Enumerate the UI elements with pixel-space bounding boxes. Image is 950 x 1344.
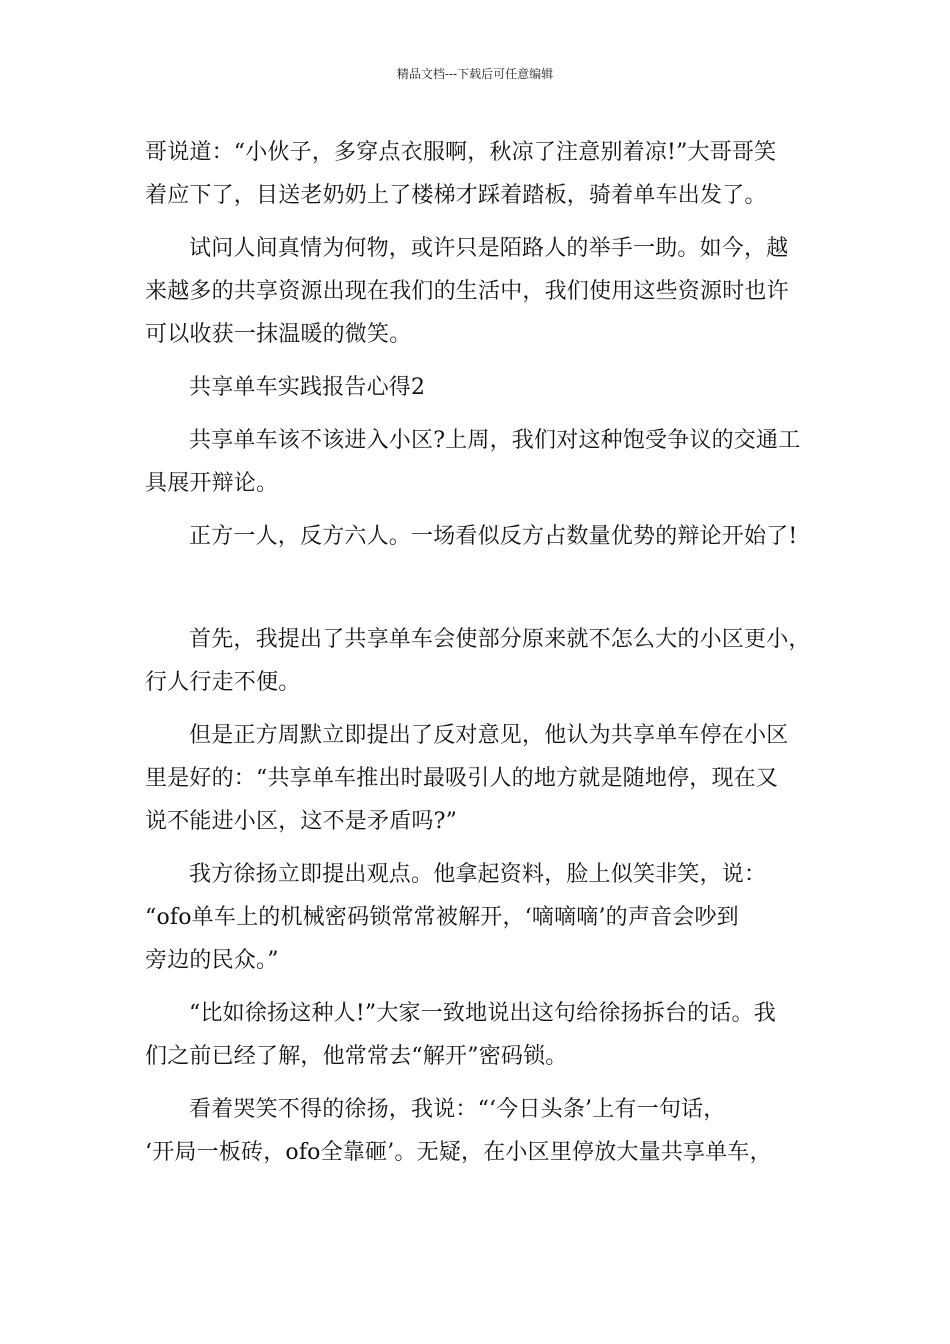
text-line: 正方一人，反方六人。一场看似反方占数量优势的辩论开始了! [189, 524, 798, 549]
text-line: 哥说道：“小伙子，多穿点衣服啊，秋凉了注意别着凉!”大哥哥笑 [145, 140, 777, 165]
paragraph [145, 714, 825, 843]
paragraph [145, 515, 825, 558]
paragraph [145, 131, 825, 217]
text-line: 来越多的共享资源出现在我们的生活中，我们使用这些资源时也许 [145, 279, 789, 304]
text-line: 试问人间真情为何物，或许只是陌路人的举手一助。如今，越 [189, 236, 789, 261]
text-line: 但是正方周默立即提出了反对意见，他认为共享单车停在小区 [189, 723, 789, 748]
text-line: 说不能进小区，这不是矛盾吗?” [145, 809, 458, 834]
document-body [145, 131, 825, 1184]
text-line: 可以收获一抹温暖的微笑。 [145, 322, 412, 347]
paragraph [145, 227, 825, 356]
text-line: 旁边的民众。” [145, 948, 279, 973]
heading-text: 共享单车实践报告心得2 [189, 375, 426, 400]
page-header: 精品文档---下载后可任意编辑 [396, 67, 554, 81]
paragraph [145, 618, 825, 704]
text-line: 看着哭笑不得的徐扬，我说：“‘今日头条’上有一句话， [189, 1097, 726, 1122]
text-line: “ofo单车上的机械密码锁常常被解开，‘嘀嘀嘀’的声音会吵到 [145, 905, 739, 930]
text-line: 共享单车该不该进入小区?上周，我们对这种饱受争议的交通工 [189, 428, 801, 453]
paragraph [145, 419, 825, 505]
paragraph [145, 992, 825, 1078]
text-line: 首先，我提出了共享单车会使部分原来就不怎么大的小区更小， [189, 627, 811, 652]
text-line: 们之前已经了解，他常常去“解开”密码锁。 [145, 1044, 568, 1069]
text-line: ‘开局一板砖，ofo全靠砸’。无疑，在小区里停放大量共享单车， [145, 1140, 772, 1165]
text-line: 着应下了，目送老奶奶上了楼梯才踩着踏板，骑着单车出发了。 [145, 183, 767, 208]
text-line: 里是好的：“共享单车推出时最吸引人的地方就是随地停，现在又 [145, 766, 779, 791]
text-line: 我方徐扬立即提出观点。他拿起资料，脸上似笑非笑，说： [189, 862, 767, 887]
blank-gap [145, 568, 825, 618]
section-heading [145, 366, 825, 409]
text-line: “比如徐扬这种人!”大家一致地说出这句给徐扬拆台的话。我 [189, 1001, 776, 1026]
paragraph [145, 1088, 825, 1174]
paragraph [145, 853, 825, 982]
text-line: 具展开辩论。 [145, 471, 279, 496]
text-line: 行人行走不便。 [145, 670, 301, 695]
